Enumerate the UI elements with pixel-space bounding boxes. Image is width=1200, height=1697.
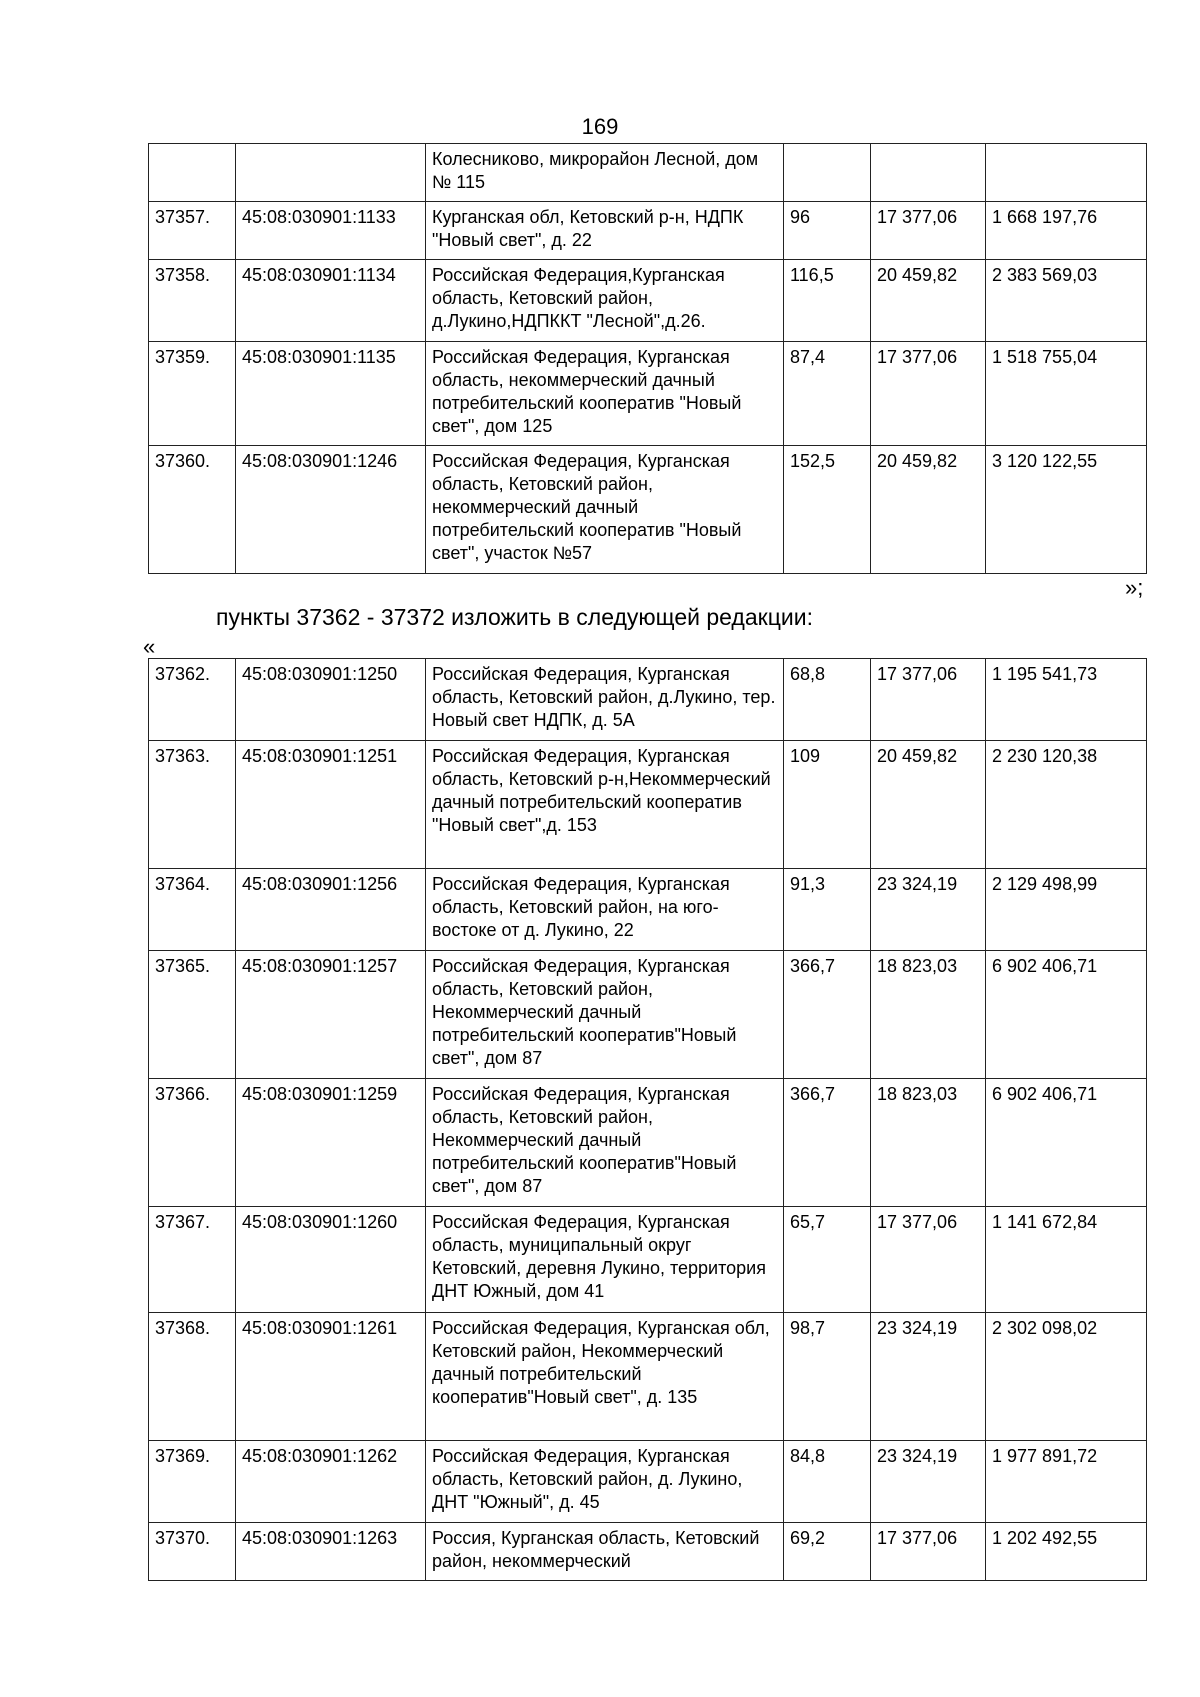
table-row <box>149 1441 1147 1523</box>
area-cell <box>784 144 871 202</box>
row-number-cell: 37368. <box>149 1313 236 1441</box>
area-cell: 68,8 <box>784 659 871 741</box>
table-row <box>149 446 1147 574</box>
address-cell: Российская Федерация, Курганская область, Кетовский район, на юго-востоке от д. Лукино, 22 <box>426 869 784 951</box>
area-cell: 96 <box>784 202 871 260</box>
table-row <box>149 1207 1147 1313</box>
row-number-cell: 37367. <box>149 1207 236 1313</box>
area-cell: 366,7 <box>784 951 871 1079</box>
row-number-cell: 37360. <box>149 446 236 574</box>
table-row <box>149 951 1147 1079</box>
address-cell: Колесниково, микрорайон Лесной, дом № 115 <box>426 144 784 202</box>
address-cell: Российская Федерация, Курганская область, Кетовский район, Некоммерческий дачный потребительский кооператив"Новый свет", дом 87 <box>426 951 784 1079</box>
address-cell: Российская Федерация, Курганская область, Кетовский район, д. Лукино, ДНТ "Южный", д. 45 <box>426 1441 784 1523</box>
property-table-top <box>148 143 1147 574</box>
value-cell: 2 302 098,02 <box>986 1313 1147 1441</box>
cadastral-number-cell: 45:08:030901:1256 <box>236 869 426 951</box>
value-cell: 1 202 492,55 <box>986 1523 1147 1581</box>
rate-cell: 23 324,19 <box>871 1441 986 1523</box>
address-cell: Российская Федерация, Курганская область, муниципальный округ Кетовский, деревня Лукино, территория ДНТ Южный, дом 41 <box>426 1207 784 1313</box>
rate-cell <box>871 144 986 202</box>
address-cell: Российская Федерация, Курганская обл, Кетовский район, Некоммерческий дачный потребительский кооператив"Новый свет", д. 135 <box>426 1313 784 1441</box>
address-cell: Российская Федерация, Курганская область, некоммерческий дачный потребительский кооператив "Новый свет", дом 125 <box>426 342 784 446</box>
cadastral-number-cell: 45:08:030901:1133 <box>236 202 426 260</box>
rate-cell: 18 823,03 <box>871 1079 986 1207</box>
value-cell: 3 120 122,55 <box>986 446 1147 574</box>
rate-cell: 17 377,06 <box>871 202 986 260</box>
rate-cell: 18 823,03 <box>871 951 986 1079</box>
area-cell: 98,7 <box>784 1313 871 1441</box>
rate-cell: 17 377,06 <box>871 342 986 446</box>
table-row <box>149 202 1147 260</box>
area-cell: 84,8 <box>784 1441 871 1523</box>
rate-cell: 17 377,06 <box>871 1207 986 1313</box>
table-row <box>149 1079 1147 1207</box>
area-cell: 69,2 <box>784 1523 871 1581</box>
row-number-cell: 37369. <box>149 1441 236 1523</box>
cadastral-number-cell <box>236 144 426 202</box>
area-cell: 109 <box>784 741 871 869</box>
value-cell: 2 129 498,99 <box>986 869 1147 951</box>
value-cell: 1 668 197,76 <box>986 202 1147 260</box>
rate-cell: 20 459,82 <box>871 741 986 869</box>
opening-quote-mark: « <box>143 634 156 659</box>
cadastral-number-cell: 45:08:030901:1257 <box>236 951 426 1079</box>
value-cell: 1 195 541,73 <box>986 659 1147 741</box>
value-cell: 2 230 120,38 <box>986 741 1147 869</box>
cadastral-number-cell: 45:08:030901:1251 <box>236 741 426 869</box>
area-cell: 87,4 <box>784 342 871 446</box>
row-number-cell: 37362. <box>149 659 236 741</box>
address-cell: Россия, Курганская область, Кетовский район, некоммерческий <box>426 1523 784 1581</box>
value-cell: 2 383 569,03 <box>986 260 1147 342</box>
table-row <box>149 741 1147 869</box>
address-cell: Российская Федерация, Курганская область, Кетовский район, Некоммерческий дачный потребительский кооператив"Новый свет", дом 87 <box>426 1079 784 1207</box>
value-cell: 1 518 755,04 <box>986 342 1147 446</box>
cadastral-number-cell: 45:08:030901:1246 <box>236 446 426 574</box>
page-number: 169 <box>581 114 619 139</box>
row-number-cell: 37359. <box>149 342 236 446</box>
area-cell: 91,3 <box>784 869 871 951</box>
address-cell: Российская Федерация,Курганская область, Кетовский район, д.Лукино,НДПККТ "Лесной",д.26. <box>426 260 784 342</box>
cadastral-number-cell: 45:08:030901:1259 <box>236 1079 426 1207</box>
row-number-cell: 37370. <box>149 1523 236 1581</box>
value-cell: 1 141 672,84 <box>986 1207 1147 1313</box>
value-cell: 1 977 891,72 <box>986 1441 1147 1523</box>
value-cell <box>986 144 1147 202</box>
table-row <box>149 342 1147 446</box>
rate-cell: 17 377,06 <box>871 1523 986 1581</box>
table-row <box>149 1523 1147 1581</box>
table-row <box>149 144 1147 202</box>
row-number-cell: 37366. <box>149 1079 236 1207</box>
rate-cell: 23 324,19 <box>871 869 986 951</box>
cadastral-number-cell: 45:08:030901:1262 <box>236 1441 426 1523</box>
row-number-cell: 37364. <box>149 869 236 951</box>
cadastral-number-cell: 45:08:030901:1261 <box>236 1313 426 1441</box>
rate-cell: 20 459,82 <box>871 446 986 574</box>
area-cell: 65,7 <box>784 1207 871 1313</box>
area-cell: 152,5 <box>784 446 871 574</box>
row-number-cell: 37358. <box>149 260 236 342</box>
row-number-cell <box>149 144 236 202</box>
rate-cell: 20 459,82 <box>871 260 986 342</box>
closing-quote-mark: »; <box>1125 575 1144 600</box>
table-row <box>149 260 1147 342</box>
area-cell: 116,5 <box>784 260 871 342</box>
table-row <box>149 659 1147 741</box>
address-cell: Российская Федерация, Курганская область, Кетовский р-н,Некоммерческий дачный потребительский кооператив "Новый свет",д. 153 <box>426 741 784 869</box>
row-number-cell: 37363. <box>149 741 236 869</box>
row-number-cell: 37365. <box>149 951 236 1079</box>
amendment-instruction: пункты 37362 - 37372 изложить в следующей редакции: <box>216 604 813 630</box>
address-cell: Курганская обл, Кетовский р-н, НДПК "Новый свет", д. 22 <box>426 202 784 260</box>
rate-cell: 23 324,19 <box>871 1313 986 1441</box>
rate-cell: 17 377,06 <box>871 659 986 741</box>
cadastral-number-cell: 45:08:030901:1135 <box>236 342 426 446</box>
row-number-cell: 37357. <box>149 202 236 260</box>
table-row <box>149 869 1147 951</box>
address-cell: Российская Федерация, Курганская область, Кетовский район, д.Лукино, тер. Новый свет НДПК, д. 5А <box>426 659 784 741</box>
cadastral-number-cell: 45:08:030901:1134 <box>236 260 426 342</box>
cadastral-number-cell: 45:08:030901:1263 <box>236 1523 426 1581</box>
cadastral-number-cell: 45:08:030901:1250 <box>236 659 426 741</box>
table-row <box>149 1313 1147 1441</box>
value-cell: 6 902 406,71 <box>986 951 1147 1079</box>
property-table-bottom <box>148 658 1147 1581</box>
address-cell: Российская Федерация, Курганская область, Кетовский район, некоммерческий дачный потребительский кооператив "Новый свет", участок №57 <box>426 446 784 574</box>
area-cell: 366,7 <box>784 1079 871 1207</box>
cadastral-number-cell: 45:08:030901:1260 <box>236 1207 426 1313</box>
value-cell: 6 902 406,71 <box>986 1079 1147 1207</box>
